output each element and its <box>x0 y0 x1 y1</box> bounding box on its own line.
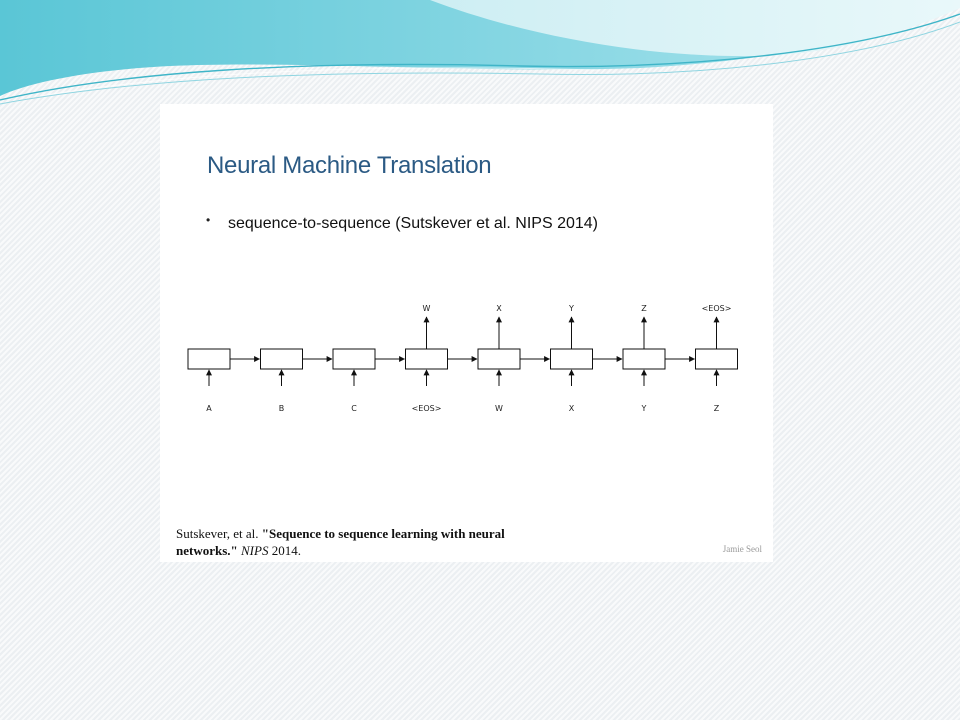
lstm-cell <box>478 349 520 369</box>
citation-paper-title: "Sequence to sequence learning with neural networks." <box>176 526 505 558</box>
output-token-label: W <box>422 304 431 313</box>
bullet-dot-icon: • <box>206 213 211 227</box>
output-token-label: Y <box>569 304 574 313</box>
output-token-label: X <box>496 304 502 313</box>
input-token-label: <EOS> <box>411 404 442 413</box>
output-token-label: Z <box>641 304 647 313</box>
citation-venue: NIPS <box>241 543 269 558</box>
slide-title: Neural Machine Translation <box>207 152 492 179</box>
header-wave-decoration <box>0 0 960 110</box>
lstm-cell <box>261 349 303 369</box>
input-token-label: W <box>495 404 503 413</box>
citation-authors: Sutskever, et al. <box>176 526 259 541</box>
input-token-label: C <box>351 404 357 413</box>
input-token-label: B <box>278 404 285 413</box>
output-token-label: <EOS> <box>701 304 732 313</box>
bullet-text: sequence-to-sequence (Sutskever et al. NIPS 2014) <box>228 215 598 232</box>
slide-content <box>160 104 773 562</box>
input-token-label: A <box>206 404 212 413</box>
lstm-cell <box>623 349 665 369</box>
input-token-label: Z <box>713 404 720 413</box>
lstm-cell <box>333 349 375 369</box>
citation <box>176 525 506 559</box>
input-token-label: X <box>568 404 575 413</box>
lstm-cell <box>696 349 738 369</box>
citation-year: 2014. <box>271 543 301 558</box>
lstm-cell <box>406 349 448 369</box>
lstm-cell <box>551 349 593 369</box>
lstm-cell <box>188 349 230 369</box>
seq2seq-diagram <box>160 284 773 454</box>
author-watermark: Jamie Seol <box>722 544 762 554</box>
input-token-label: Y <box>641 404 647 413</box>
